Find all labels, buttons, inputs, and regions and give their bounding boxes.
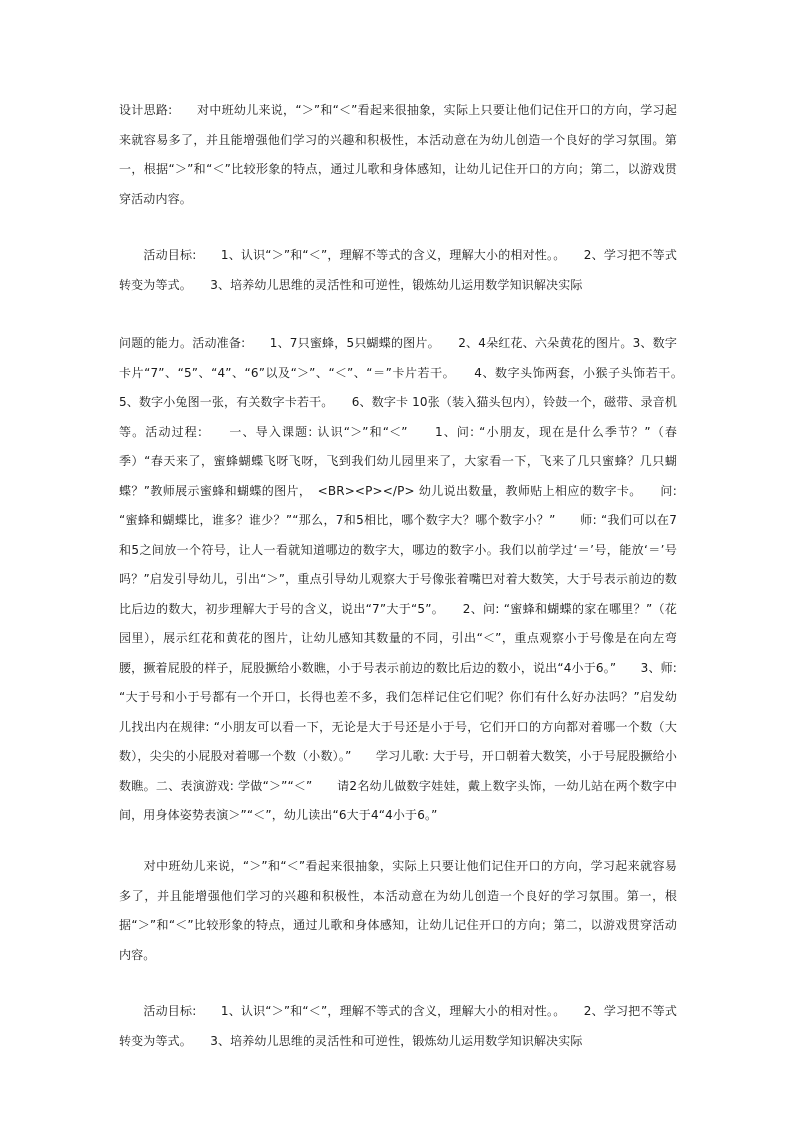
paragraph-design-idea-repeat: 对中班幼儿来说，“＞”和“＜”看起来很抽象，实际上只要让他们记住开口的方向，学习起来就容易多了，并且能增强他们学习的兴趣和积极性，本活动意在为幼儿创造一个良好的学习氛围。第一，根据“＞”和“＜”比较形象的特点，通过儿歌和身体感知，让幼儿记住开口的方向；第二，以游戏贯穿活动内容。 bbox=[119, 859, 677, 962]
paragraph-activity-goals: 活动目标: 1、认识“＞”和“＜”，理解不等式的含义，理解大小的相对性。。 2、学习把不等式转变为等式。 3、培养幼儿思维的灵活性和可逆性，锻炼幼儿运用数学知识解决实际 bbox=[119, 248, 677, 292]
paragraph-activity-goals-repeat: 活动目标: 1、认识“＞”和“＜”，理解不等式的含义，理解大小的相对性。。 2、学习把不等式转变为等式。 3、培养幼儿思维的灵活性和可逆性，锻炼幼儿运用数学知识解决实际 bbox=[119, 1004, 677, 1048]
paragraph-preparation-and-process: 问题的能力。活动准备: 1、7只蜜蜂，5只蝴蝶的图片。 2、4朵红花、六朵黄花的图片。3、数字卡片“7”、“5”、“4”、“6”以及“＞”、“＜”、“＝”卡片若干。 4、数字头饰两套，小猴子头饰若干。 5、数字小兔图一张，有关数字卡若干。 6、数字卡 10张（装入猫头包内），铃鼓一个，磁带、录音机等。活动过程: 一、导入课题: 认识“＞”和“＜” 1、问: “小朋友，现在是什么季节？”（春季）“春天来了，蜜蜂蝴蝶飞呀飞呀，飞到我们幼儿园里来了，大家看一下，飞来了几只蜜蜂？几只蝴蝶？”教师展示蜜蜂和蝴蝶的图片， <BR><P></P> 幼儿说出数量，教师贴上相应的数字卡。 问: “蜜蜂和蝴蝶比，谁多？谁少？”“那么，7和5相比，哪个数字大？哪个数字小？” 师: “我们可以在7和5之间放一个符号，让人一看就知道哪边的数字大，哪边的数字小。我们以前学过‘＝’号，能放‘＝’号吗？”启发引导幼儿，引出“＞”，重点引导幼儿观察大于号像张着嘴巴对着大数笑，大于号表示前边的数比后边的数大，初步理解大于号的含义，说出“7”大于“5”。 2、问: “蜜蜂和蝴蝶的家在哪里？”（花园里），展示红花和黄花的图片，让幼儿感知其数量的不同，引出“＜”，重点观察小于号像是在向左弯腰，撅着屁股的样子，屁股撅给小数瞧，小于号表示前边的数比后边的数小，说出“4小于6。” 3、师: “大于号和小于号都有一个开口，长得也差不多，我们怎样记住它们呢？你们有什么好办法吗？”启发幼儿找出内在规律: “小朋友可以看一下，无论是大于号还是小于号，它们开口的方向都对着哪一个数（大数），尖尖的小屁股对着哪一个数（小数）。” 学习儿歌: 大于号，开口朝着大数笑，小于号屁股撅给小数瞧。二、表演游戏: 学做“＞”“＜” 请2名幼儿做数字娃娃，戴上数字头饰，一幼儿站在两个数字中间，用身体姿势表演＞”“＜”，幼儿读出“6大于4“4小于6。” bbox=[119, 336, 702, 822]
paragraph-design-idea: 设计思路: 对中班幼儿来说，“＞”和“＜”看起来很抽象，实际上只要让他们记住开口的方向，学习起来就容易多了，并且能增强他们学习的兴趣和积极性，本活动意在为幼儿创造一个良好的学习氛围。第一，根据“＞”和“＜”比较形象的特点，通过儿歌和身体感知，让幼儿记住开口的方向；第二，以游戏贯穿活动内容。 bbox=[119, 103, 677, 206]
